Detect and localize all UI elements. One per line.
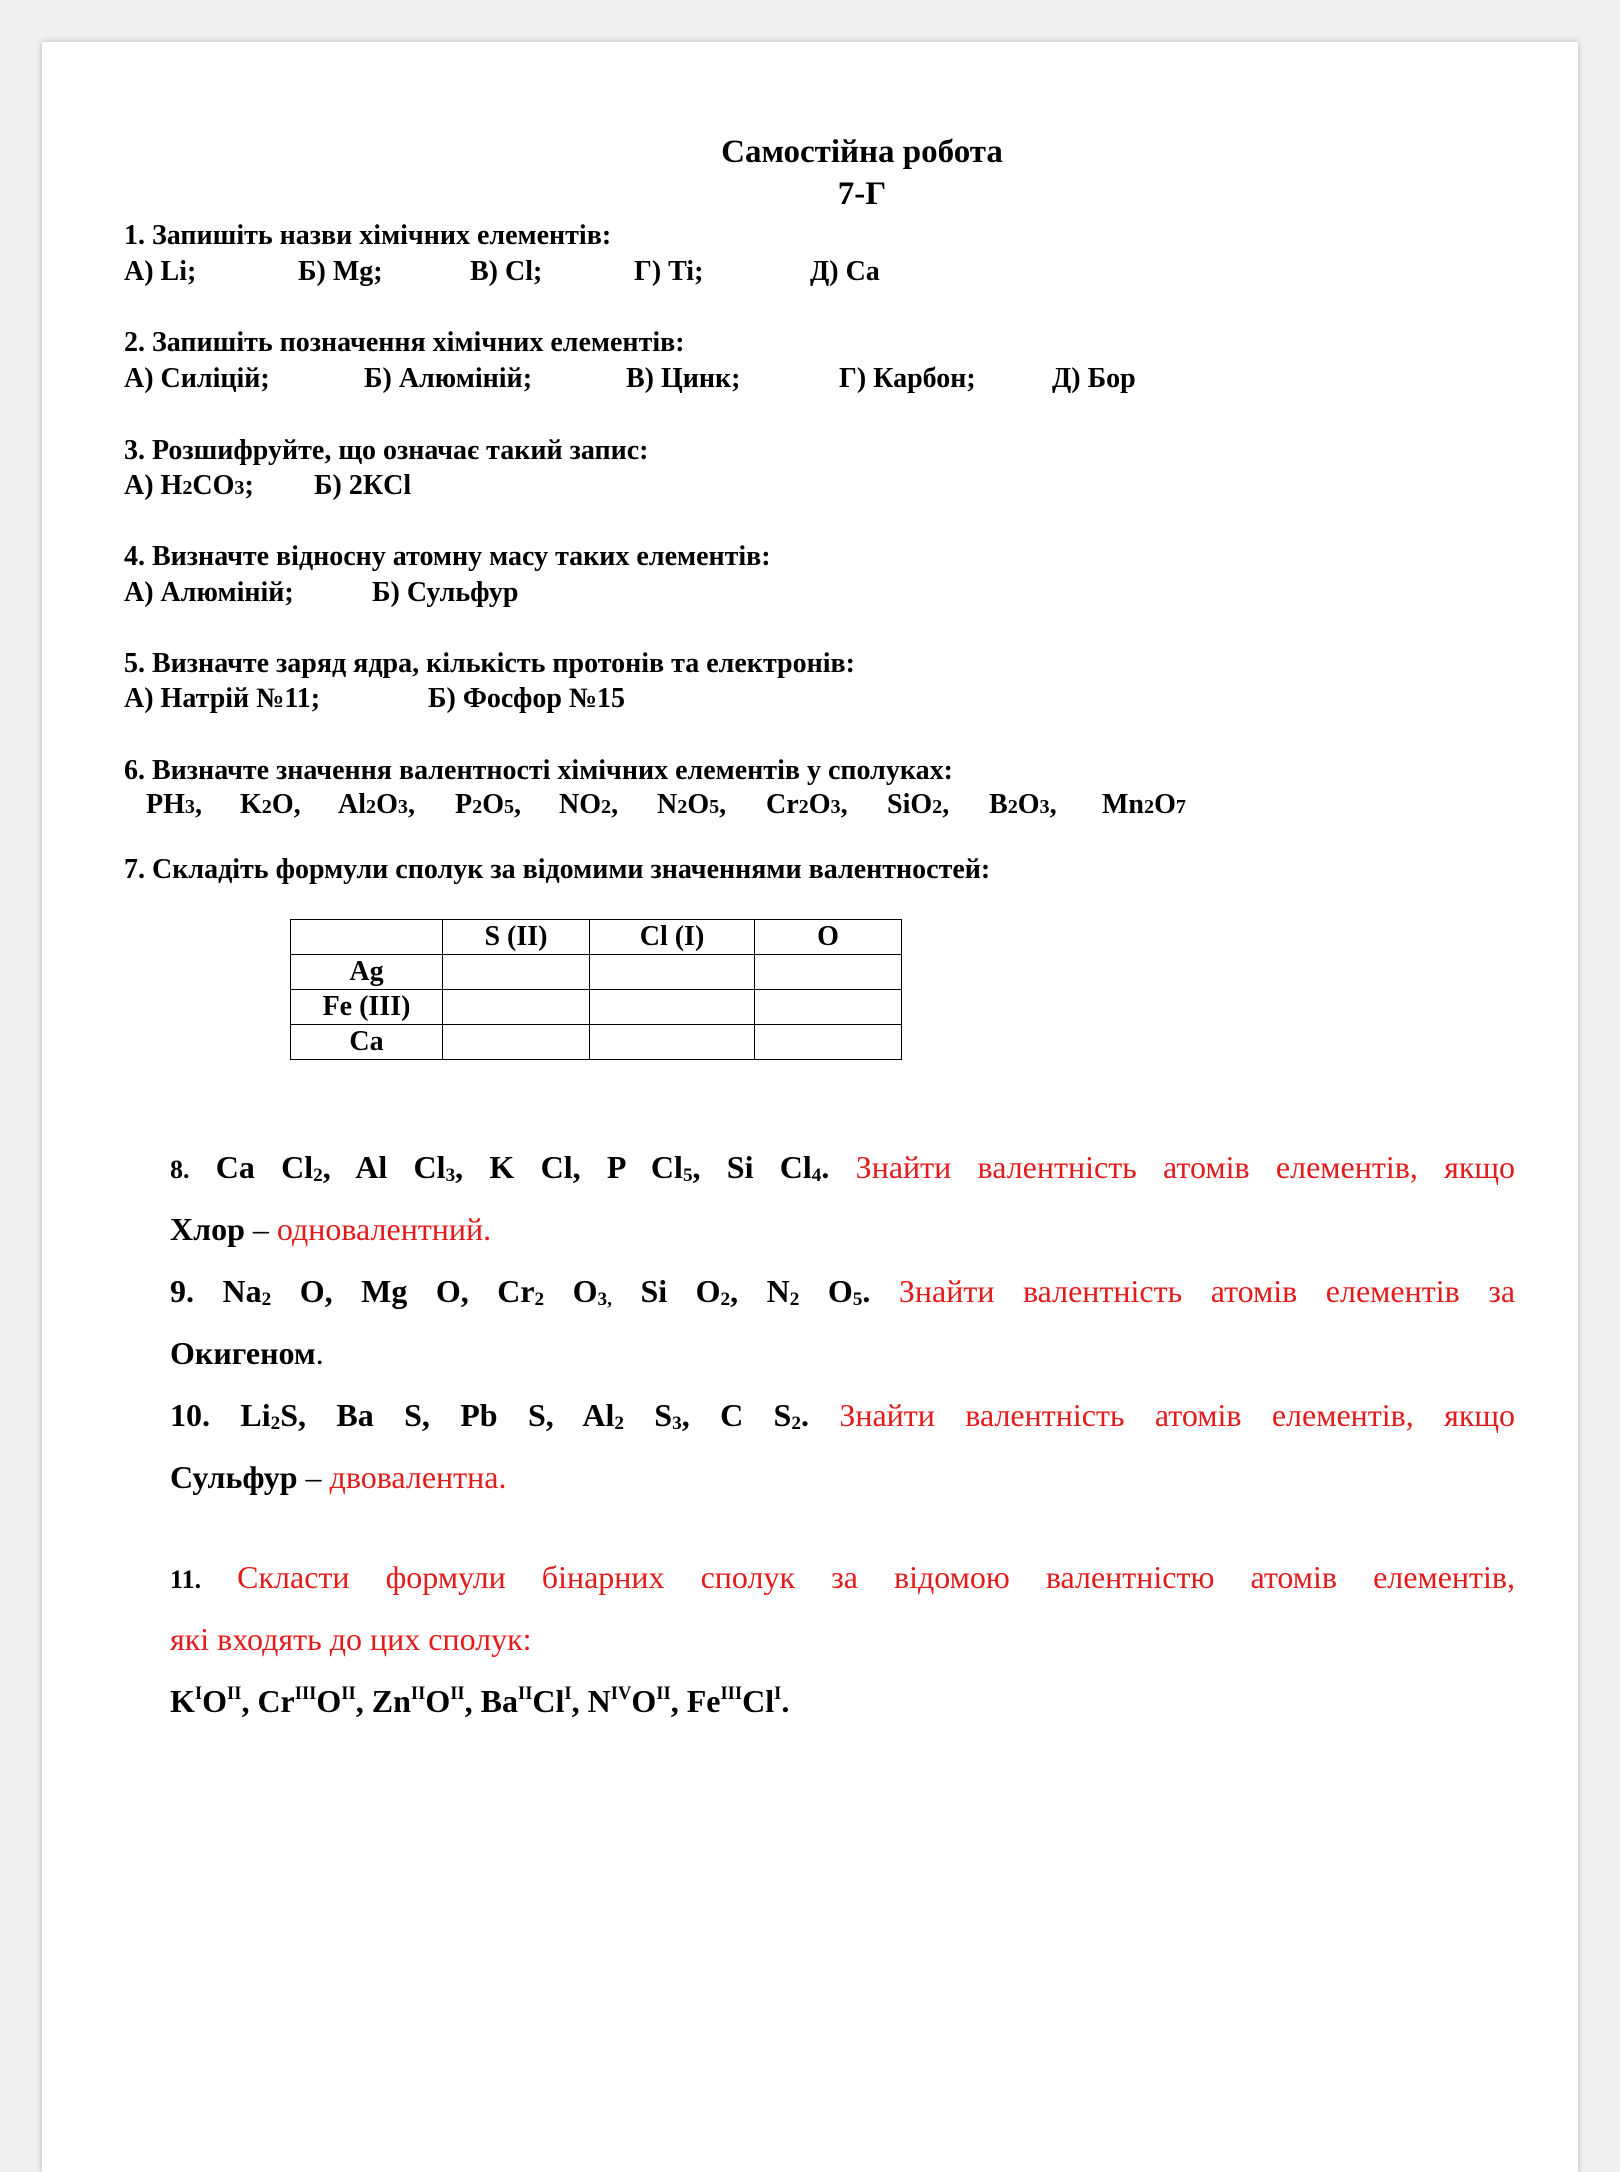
question-7: 7. Складіть формули сполук за відомими значеннями валентностей:: [124, 854, 991, 885]
q2-option-c: В) Цинк;: [626, 363, 741, 394]
q6-formula: P2O5,: [455, 789, 522, 820]
table-row: [291, 990, 902, 1025]
q2-option-a: А) Силіцій;: [124, 363, 270, 394]
q3-option-b: Б) 2КCl: [314, 470, 412, 501]
table-cell: [443, 1025, 590, 1060]
q5-option-b: Б) Фосфор №15: [428, 683, 626, 714]
question-11-formulas: [170, 1683, 1515, 1720]
table-row: [291, 955, 902, 990]
question-9-line-1: 9. Na2 O, Mg O, Cr2 O3, Si O2, N2 O5. Знайти валентність атомів елементів за: [170, 1273, 1516, 1310]
table-cell: [443, 990, 590, 1025]
question-5: 5. Визначте заряд ядра, кількість протонів та електронів:: [124, 648, 855, 679]
valence-table: [290, 919, 902, 1060]
table-cell: [755, 955, 902, 990]
q1-option-d: Г) Ti;: [634, 256, 704, 287]
q1-option-e: Д) Са: [810, 256, 880, 287]
q1-option-b: Б) Mg;: [298, 256, 383, 287]
q6-formula: K2O,: [240, 789, 301, 820]
question-6: 6. Визначте значення валентності хімічних елементів у сполуках:: [124, 755, 953, 786]
question-8-line-1: 8. Ca Cl2, Al Cl3, K Cl, P Cl5, Si Cl4. Знайти валентність атомів елементів, якщо: [170, 1149, 1516, 1186]
q11-formula: $Fe^{III}Cl^I$.: [686, 1683, 790, 1719]
q11-formula: $K^IO^{II}$,: [170, 1683, 258, 1719]
table-header-cell: O: [755, 920, 902, 955]
q4-option-a: А) Алюміній;: [124, 577, 294, 608]
q4-option-b: Б) Сульфур: [372, 577, 519, 608]
row-header-cell: Fe (III): [291, 990, 443, 1025]
table-cell: [590, 1025, 755, 1060]
row-header-cell: Ca: [291, 1025, 443, 1060]
table-header-row: [291, 920, 902, 955]
table-cell: [590, 955, 755, 990]
row-header-cell: Ag: [291, 955, 443, 990]
question-4: 4. Визначте відносну атомну масу таких елементів:: [124, 541, 771, 572]
q2-option-b: Б) Алюміній;: [364, 363, 533, 394]
table-cell: [443, 955, 590, 990]
question-8-line-2: Хлор – одновалентний.: [170, 1211, 492, 1247]
q6-formula: SiO2,: [887, 789, 950, 820]
q1-option-c: В) Cl;: [470, 256, 543, 287]
q2-option-d: Г) Карбон;: [839, 363, 976, 394]
table-header-cell: [291, 920, 443, 955]
q11-formula: $Cr^{III}O^{II}$,: [257, 1683, 372, 1719]
table-header-cell: Cl (I): [590, 920, 755, 955]
q2-option-e: Д) Бор: [1052, 363, 1136, 394]
question-11-line-1: 11. Скласти формули бінарних сполук за відомою валентністю атомів елементів,: [170, 1559, 1516, 1595]
question-3: 3. Розшифруйте, що означає такий запис:: [124, 435, 649, 466]
question-1: 1. Запишіть назви хімічних елементів:: [124, 220, 612, 251]
page-title: Самостійна робота: [721, 134, 1003, 170]
question-11-line-2: які входять до цих сполук:: [170, 1621, 532, 1657]
q11-formula: $Zn^{II}O^{II}$,: [371, 1683, 481, 1719]
table-header-cell: S (II): [443, 920, 590, 955]
table-row: [291, 1025, 902, 1060]
table-cell: [590, 990, 755, 1025]
question-10-line-2: Сульфур – двовалентна.: [170, 1459, 507, 1495]
q6-formula: PH3,: [146, 789, 202, 820]
q6-formula: Cr2O3,: [766, 789, 848, 820]
q3-option-a: А) Н2СО3;: [124, 470, 254, 501]
q11-formula: $N^{IV}O^{II}$,: [587, 1683, 687, 1719]
q6-formula: B2O3,: [989, 789, 1057, 820]
table-cell: [755, 1025, 902, 1060]
table-cell: [755, 990, 902, 1025]
question-2: 2. Запишіть позначення хімічних елементів:: [124, 327, 685, 358]
document-page: [42, 42, 1578, 2172]
q11-formula: $Ba^{II}Cl^I$,: [480, 1683, 588, 1719]
class-label: 7-Г: [837, 176, 887, 212]
question-10-line-1: 10. Li2S, Ba S, Pb S, Al2 S3, C S2. Знайти валентність атомів елементів, якщо: [170, 1397, 1516, 1434]
question-9-line-2: Окигеном.: [170, 1335, 324, 1371]
q5-option-a: А) Натрій №11;: [124, 683, 321, 714]
q6-formula: N2O5,: [657, 789, 727, 820]
q1-option-a: А) Li;: [124, 256, 197, 287]
q6-formula: NO2,: [559, 789, 619, 820]
q6-formula: Al2O3,: [338, 789, 415, 820]
q6-formula: Mn2O7: [1102, 789, 1186, 820]
